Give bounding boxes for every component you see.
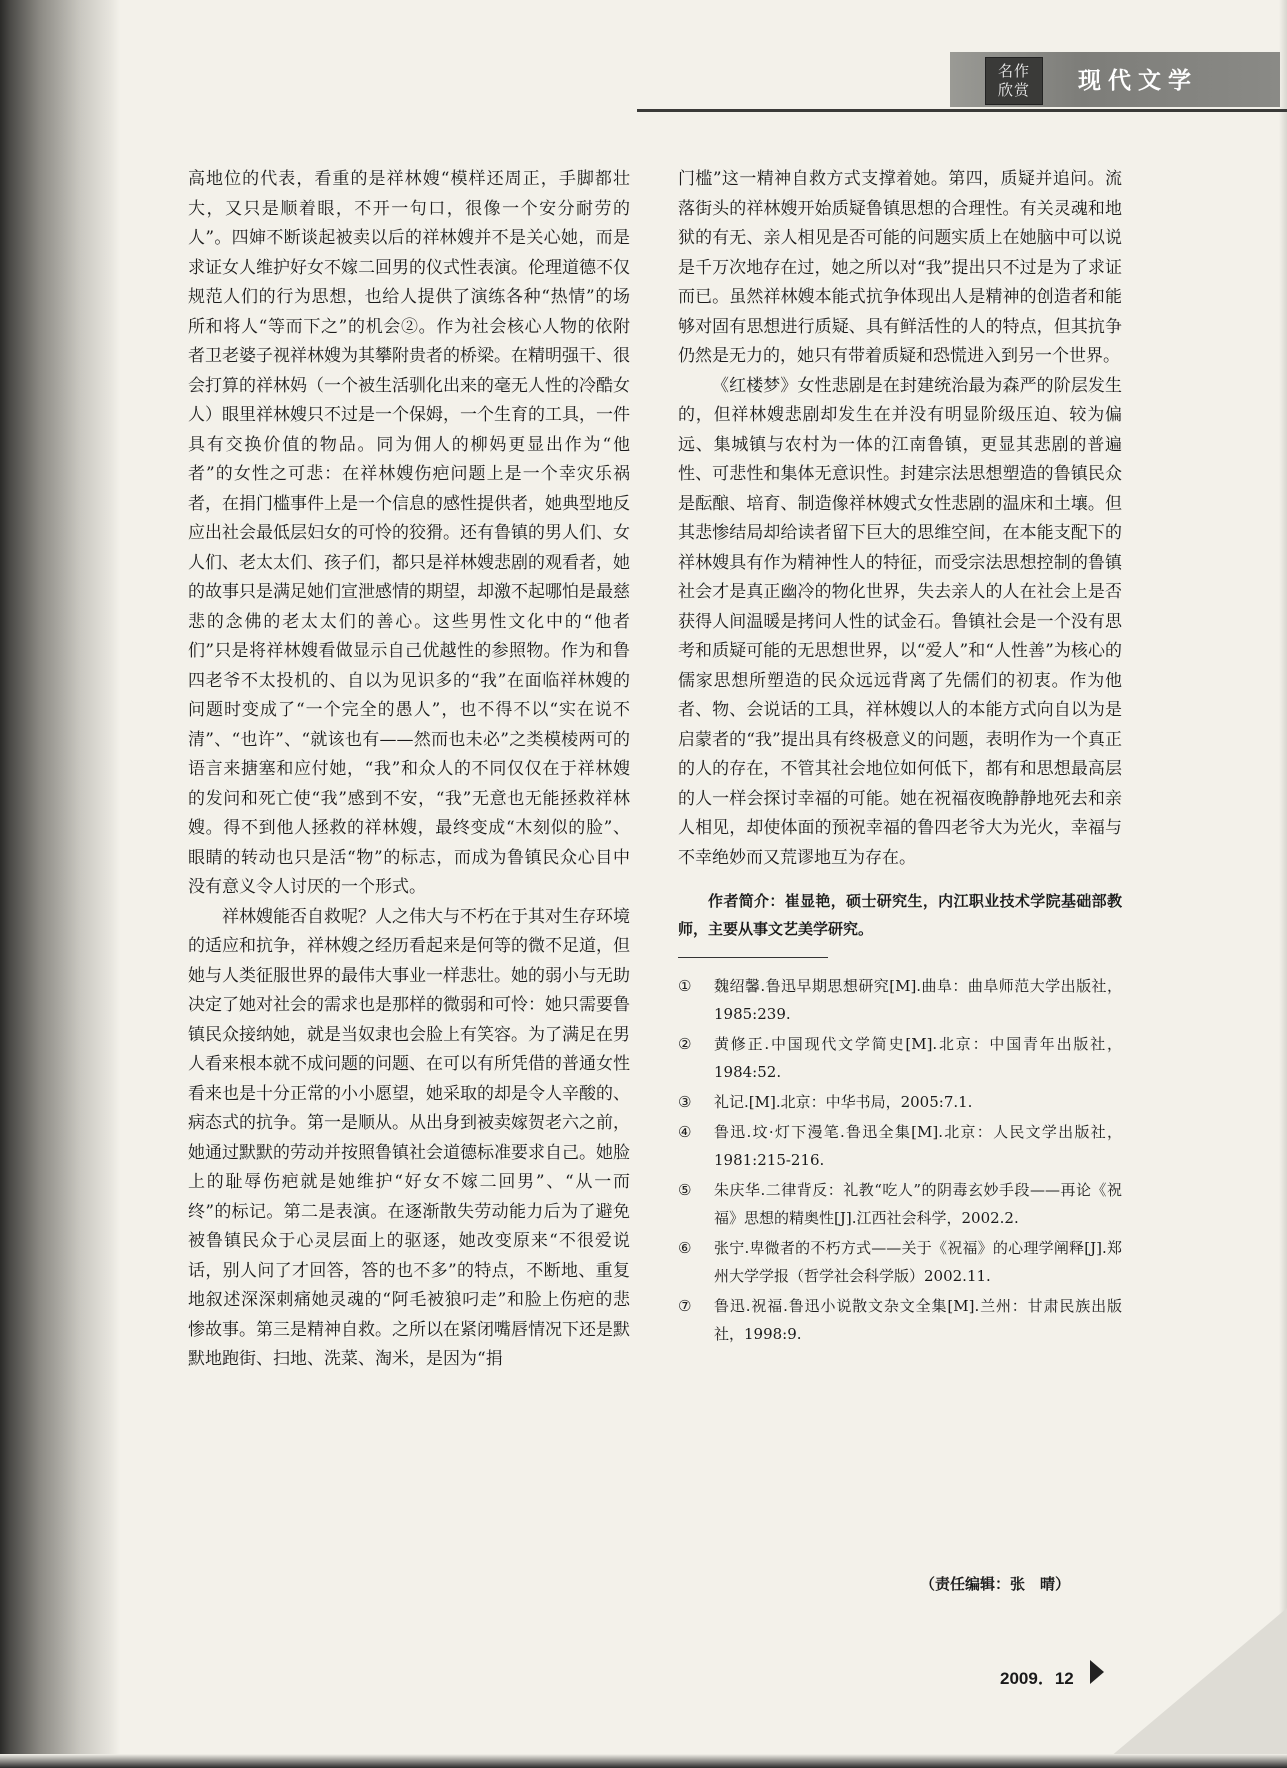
responsible-editor: （责任编辑：张 晴） (920, 1575, 1071, 1593)
footnote-number: ④ (678, 1123, 692, 1141)
footnote-text: 张宁.卑微者的不朽方式——关于《祝福》的心理学阐释[J].郑州大学学报（哲学社会科学版）2002.11. (714, 1239, 1122, 1285)
paragraph: 高地位的代表，看重的是祥林嫂“模样还周正，手脚都壮大，又只是顺着眼，不开一句口，很像一个安分耐劳的人”。四婶不断谈起被卖以后的祥林嫂并不是关心她，而是求证女人维护好女不嫁二回男的仪式性表演。伦理道德不仅规范人们的行为思想，也给人提供了演练各种“热情”的场所和将人“等而下之”的机会②。作为社会核心人物的依附者卫老婆子视祥林嫂为其攀附贵者的桥梁。在精明强干、很会打算的祥林妈（一个被生活驯化出来的毫无人性的冷酷女人）眼里祥林嫂只不过是一个保姆，一个生育的工具，一件具有交换价值的物品。同为佣人的柳妈更显出作为“他者”的女性之可悲：在祥林嫂伤疤问题上是一个幸灾乐祸者，在捐门槛事件上是一个信息的感性提供者，她典型地反应出社会最低层妇女的可怜的狡猾。还有鲁镇的男人们、女人们、老太太们、孩子们，都只是祥林嫂悲剧的观看者，她的故事只是满足她们宣泄感情的期望，却激不起哪怕是最慈悲的念佛的老太太们的善心。这些男性文化中的“他者们”只是将祥林嫂看做显示自己优越性的参照物。作为和鲁四老爷不太投机的、自以为见识多的“我”在面临祥林嫂的问题时变成了“一个完全的愚人”，也不得不以“实在说不清”、“也许”、“就该也有——然而也未必”之类模棱两可的语言来搪塞和应付她，“我”和众人的不同仅仅在于祥林嫂的发问和死亡使“我”感到不安，“我”无意也无能拯救祥林嫂。得不到他人拯救的祥林嫂，最终变成“木刻似的脸”、眼睛的转动也只是活“物”的标志，而成为鲁镇民众心目中没有意义令人讨厌的一个形式。 (188, 169, 630, 897)
section-title: 现代文学 (1078, 68, 1198, 94)
page-number: 2009．12 (1000, 1669, 1074, 1688)
footnote-text: 鲁迅.祝福.鲁迅小说散文杂文全集[M].兰州：甘肃民族出版社，1998:9. (714, 1297, 1122, 1343)
footnote (678, 1118, 1122, 1174)
footnote (678, 1030, 1122, 1086)
page-edge (1279, 0, 1287, 1768)
footnote-number: ② (678, 1035, 692, 1053)
paragraph: 《红楼梦》女性悲剧是在封建统治最为森严的阶层发生的，但祥林嫂悲剧却发生在并没有明显阶级压迫、较为偏远、集城镇与农村为一体的江南鲁镇，更显其悲剧的普遍性、可悲性和集体无意识性。封建宗法思想塑造的鲁镇民众是酝酿、培育、制造像祥林嫂式女性悲剧的温床和土壤。但其悲惨结局却给读者留下巨大的思维空间，在本能支配下的祥林嫂具有作为精神性人的特征，而受宗法思想控制的鲁镇社会才是真正幽冷的物化世界，失去亲人的人在社会上是否获得人间温暖是拷问人性的试金石。鲁镇社会是一个没有思考和质疑可能的无思想世界，以“爱人”和“人性善”为核心的儒家思想所塑造的民众远远背离了先儒们的初衷。作为他者、物、会说话的工具，祥林嫂以人的本能方式向自以为是启蒙者的“我”提出具有终极意义的问题，表明作为一个真正的人的存在，不管其社会地位如何低下，都有和思想最高层的人一样会探讨幸福的可能。她在祝福夜晚静静地死去和亲人相见，却使体面的预祝幸福的鲁四老爷大为光火，幸福与不幸绝妙而又荒谬地互为存在。 (678, 375, 1122, 868)
footnote (678, 1292, 1122, 1348)
footnote-number: ⑦ (678, 1297, 692, 1315)
footnote-text: 鲁迅.坟·灯下漫笔.鲁迅全集[M].北京：人民文学出版社，1981:215-216. (714, 1123, 1122, 1169)
footnote-number: ③ (678, 1093, 692, 1111)
footnote-text: 魏绍馨.鲁迅早期思想研究[M].曲阜：曲阜师范大学出版社，1985:239. (714, 977, 1122, 1023)
paragraph: 门槛”这一精神自救方式支撑着她。第四，质疑并追问。流落街头的祥林嫂开始质疑鲁镇思想的合理性。有关灵魂和地狱的有无、亲人相见是否可能的问题实质上在她脑中可以说是千万次地存在过，她之所以对“我”提出只不过是为了求证而已。虽然祥林嫂本能式抗争体现出人是精神的创造者和能够对固有思想进行质疑、具有鲜活性的人的特点，但其抗争仍然是无力的，她只有带着质疑和恐慌进入到另一个世界。 (678, 169, 1122, 366)
footnote-text: 朱庆华.二律背反：礼教“吃人”的阴毒玄妙手段——再论《祝福》思想的精奥性[J].江西社会科学，2002.2. (714, 1181, 1122, 1227)
footnote-text: 黄修正.中国现代文学简史[M].北京：中国青年出版社，1984:52. (714, 1035, 1122, 1081)
paragraph: 祥林嫂能否自救呢？人之伟大与不朽在于其对生存环境的适应和抗争，祥林嫂之经历看起来是何等的微不足道，但她与人类征服世界的最伟大事业一样悲壮。她的弱小与无助决定了她对社会的需求也是那样的微弱和可怜：她只需要鲁镇民众接纳她，就是当奴隶也会脸上有笑容。为了满足在男人看来根本就不成问题的问题、在可以有所凭借的普通女性看来也是十分正常的小小愿望，她采取的却是令人辛酸的、病态式的抗争。第一是顺从。从出身到被卖嫁贺老六之前，她通过默默的劳动并按照鲁镇社会道德标准要求自己。她脸上的耻辱伤疤就是她维护“好女不嫁二回男”、“从一而终”的标记。第二是表演。在逐渐散失劳动能力后为了避免被鲁镇民众于心灵层面上的驱逐，她改变原来“不很爱说话，别人问了才回答，答的也不多”的特点，不断地、重复地叙述深深刺痛她灵魂的“阿毛被狼叼走”和脸上伤疤的悲惨故事。第三是精神自救。之所以在紧闭嘴唇情况下还是默默地跑街、扫地、洗菜、淘米，是因为“捐 (188, 906, 630, 1369)
logo-line-1: 名作 (997, 62, 1030, 80)
footnote-list (678, 972, 1122, 1348)
footnote (678, 1088, 1122, 1116)
logo-line-2: 欣赏 (997, 81, 1030, 99)
footnote (678, 1176, 1122, 1232)
author-bio: 作者简介：崔显艳，硕士研究生，内江职业技术学院基础部教师，主要从事文艺美学研究。 (678, 892, 1122, 938)
footnote-number: ⑥ (678, 1239, 692, 1257)
right-column (678, 165, 1122, 1350)
book-spine-shadow (0, 0, 120, 1768)
magazine-logo (985, 57, 1043, 105)
page-corner-fold (1097, 1608, 1287, 1768)
footnote-divider (678, 957, 828, 958)
header-rule (637, 109, 1287, 112)
footnote-text: 礼记.[M].北京：中华书局，2005:7.1. (714, 1093, 973, 1111)
footnote-number: ⑤ (678, 1181, 692, 1199)
scan-bottom-shadow (0, 1754, 1287, 1768)
footnote-number: ① (678, 977, 692, 995)
left-column (188, 165, 630, 1375)
footnote (678, 972, 1122, 1028)
footnote (678, 1234, 1122, 1290)
